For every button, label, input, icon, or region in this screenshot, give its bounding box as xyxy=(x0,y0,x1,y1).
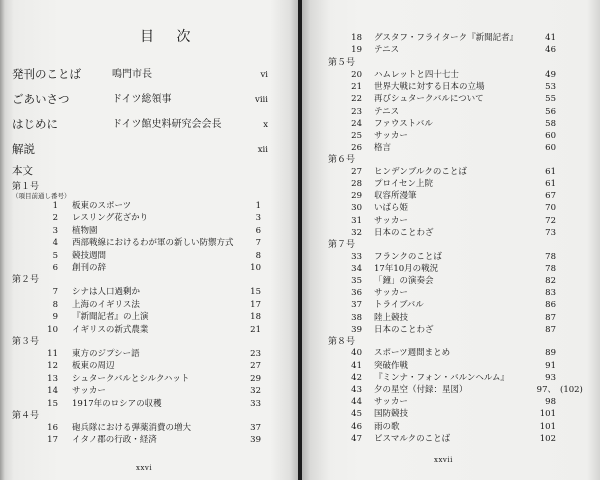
left-page xyxy=(0,0,298,480)
entry-title: 上海のイギリス法 xyxy=(72,299,140,310)
entry-number: 17 xyxy=(47,435,58,446)
entry-page: 98 xyxy=(545,397,556,408)
entry-title: テニス xyxy=(374,45,400,56)
front-matter-role: 鳴門市長 xyxy=(112,69,152,80)
entry-number: 4 xyxy=(52,238,58,249)
entry-page-extra: (102) xyxy=(560,385,583,395)
entry-number: 27 xyxy=(351,166,362,177)
entry-number: 43 xyxy=(351,385,362,395)
entry-number: 45 xyxy=(351,409,362,420)
entry-page: 21 xyxy=(250,324,261,335)
entry-page: 33 xyxy=(250,398,261,409)
entry-page: 58 xyxy=(545,118,556,129)
entry-page: 102 xyxy=(539,433,556,444)
entry-page: 8 xyxy=(255,250,261,261)
issue-heading: 第８号 xyxy=(328,336,356,347)
page-folio-left: xxvi xyxy=(136,464,153,472)
entry-page: 32 xyxy=(250,386,261,397)
entry-page: 6 xyxy=(255,225,261,236)
entry-page: 78 xyxy=(545,263,556,274)
entry-page: 29 xyxy=(250,373,261,384)
entry-title: 国防競技 xyxy=(374,409,409,420)
entry-page: 10 xyxy=(250,263,261,273)
entry-title: 『ミンナ・フォン・バルンヘルム』 xyxy=(374,372,510,383)
entry-page: 39 xyxy=(250,435,261,446)
issue-heading: 第１号 xyxy=(12,182,40,192)
entry-page: 17 xyxy=(250,299,261,310)
entry-number: 10 xyxy=(47,324,58,335)
entry-title: 格言 xyxy=(374,143,392,154)
entry-number: 8 xyxy=(52,299,58,310)
entry-page: 89 xyxy=(545,348,556,359)
entry-title: フランクのことば xyxy=(374,251,442,262)
entry-title: 夕の星空（付録：星図） xyxy=(374,385,468,395)
entry-number: 26 xyxy=(351,143,362,154)
entry-title: プロイセン上院 xyxy=(374,179,433,189)
entry-title: レスリング花ざかり xyxy=(72,213,149,224)
entry-page: 97、 xyxy=(536,385,556,395)
entry-title: イギリスの新式農業 xyxy=(72,324,149,335)
front-matter-title: ごあいさつ xyxy=(12,92,70,106)
entry-number: 31 xyxy=(351,215,362,226)
entry-title: 1917年のロシアの収穫 xyxy=(72,398,162,409)
entry-number: 12 xyxy=(47,361,58,372)
entry-page: 18 xyxy=(250,312,261,323)
entry-title: 植物園 xyxy=(72,225,98,236)
entry-title: サッカー xyxy=(72,386,106,397)
front-matter-role: ドイツ総領事 xyxy=(112,94,172,105)
entry-page: 46 xyxy=(545,45,556,56)
entry-title: 世界大戦に対する日本の立場 xyxy=(374,82,485,93)
entry-title: テニス xyxy=(374,106,400,117)
entry-number: 13 xyxy=(47,373,58,384)
entry-title: サッカー xyxy=(374,215,408,226)
entry-title: 西部戦線におけるわが軍の新しい防禦方式 xyxy=(72,238,234,249)
entry-page: 15 xyxy=(250,287,261,298)
entry-title: サッカー xyxy=(374,397,408,408)
entry-number: 23 xyxy=(351,106,362,117)
entry-number: 30 xyxy=(351,203,362,214)
entry-title: サッカー xyxy=(374,288,408,299)
entry-page: 60 xyxy=(545,130,556,141)
entry-title: スポーツ週間まとめ xyxy=(374,348,451,359)
entry-number: 34 xyxy=(351,263,362,274)
entry-number: 44 xyxy=(351,397,362,408)
entry-title: シナは人口過剰か xyxy=(72,287,141,298)
front-matter-page: xii xyxy=(257,145,268,155)
page-folio-right: xxvii xyxy=(434,456,453,464)
entry-number: 2 xyxy=(52,213,58,224)
entry-title: ヒンデンブルクのことば xyxy=(374,166,467,177)
entry-page: 23 xyxy=(250,349,261,359)
entry-number: 24 xyxy=(351,118,362,129)
issue-heading: 第７号 xyxy=(328,240,356,250)
entry-number: 11 xyxy=(47,349,58,359)
entry-page: 78 xyxy=(545,251,556,262)
entry-page: 101 xyxy=(539,421,556,432)
entry-title: いばら姫 xyxy=(374,203,409,214)
entry-page: 72 xyxy=(545,215,556,226)
entry-number: 25 xyxy=(351,130,362,141)
entry-number: 42 xyxy=(351,372,362,383)
entry-number: 36 xyxy=(351,288,362,299)
entry-number: 18 xyxy=(351,33,362,43)
issue-heading: 第２号 xyxy=(12,275,40,286)
entry-number: 37 xyxy=(351,300,362,311)
right-page xyxy=(302,0,600,480)
entry-page: 61 xyxy=(545,166,556,177)
entry-page: 67 xyxy=(545,191,556,202)
entry-title: 「鐘」の演奏会 xyxy=(374,275,434,286)
front-matter-page: x xyxy=(263,120,268,130)
entry-page: 37 xyxy=(250,423,261,433)
entry-title: ビスマルクのことば xyxy=(374,433,451,444)
entry-number: 21 xyxy=(351,82,362,93)
entry-number: 22 xyxy=(351,94,362,105)
entry-page: 1 xyxy=(255,201,261,211)
entry-number: 39 xyxy=(351,324,362,335)
entry-page: 55 xyxy=(545,94,556,105)
entry-number: 5 xyxy=(52,250,58,261)
entry-title: ファウストバル xyxy=(374,118,433,129)
entry-title: シュタークバルとシルクハット xyxy=(72,373,190,384)
entry-page: 101 xyxy=(539,409,556,420)
entry-number: 47 xyxy=(351,433,362,444)
entry-number: 20 xyxy=(351,69,362,80)
entry-number: 41 xyxy=(351,360,362,371)
entry-title: トライブバル xyxy=(374,300,424,311)
entry-page: 41 xyxy=(545,33,556,43)
entry-number: 28 xyxy=(351,179,362,189)
entry-title: 『新聞記者』の上演 xyxy=(72,312,149,323)
entry-page: 87 xyxy=(545,312,556,323)
entry-page: 93 xyxy=(545,372,556,383)
entry-number: 3 xyxy=(52,225,58,236)
issue-heading: 第４号 xyxy=(12,411,40,421)
entry-page: 86 xyxy=(545,300,556,311)
entry-number: 14 xyxy=(47,386,58,397)
entry-title: 再びシュタークバルについて xyxy=(374,94,484,105)
entry-number: 46 xyxy=(351,421,362,432)
entry-number: 6 xyxy=(52,263,58,273)
entry-number: 32 xyxy=(351,227,362,238)
entry-page: 83 xyxy=(545,288,556,299)
entry-title: 板東のスポーツ xyxy=(72,201,132,211)
entry-title: ハムレットと四十七士 xyxy=(374,69,459,80)
entry-number: 38 xyxy=(351,312,362,323)
entry-number: 9 xyxy=(52,312,58,323)
toc-title: 目 次 xyxy=(140,29,200,45)
front-matter-page: vi xyxy=(260,70,268,80)
entry-title: 砲兵隊における弾薬消費の増大 xyxy=(72,423,192,433)
entry-title: 日本のことわざ xyxy=(374,324,434,335)
entry-page: 87 xyxy=(545,324,556,335)
issue-heading: 第５号 xyxy=(328,58,356,69)
issue-note: （項目前通し番号） xyxy=(12,192,71,200)
entry-page: 53 xyxy=(545,82,556,93)
entry-number: 33 xyxy=(351,251,362,262)
entry-title: 創刊の辞 xyxy=(72,263,107,273)
front-matter-role: ドイツ館史料研究会会長 xyxy=(112,119,222,130)
entry-page: 61 xyxy=(545,179,556,189)
entry-number: 35 xyxy=(351,275,362,286)
entry-title: 陸上競技 xyxy=(374,312,409,323)
entry-page: 82 xyxy=(545,275,556,286)
entry-page: 60 xyxy=(545,143,556,154)
issue-heading: 第３号 xyxy=(12,337,40,347)
entry-page: 91 xyxy=(545,360,556,371)
entry-title: 突破作戦 xyxy=(374,360,409,371)
entry-title: 東方のジプシー語 xyxy=(72,349,140,359)
entry-title: 雨の歌 xyxy=(374,421,400,432)
entry-page: 73 xyxy=(545,227,556,238)
entry-title: 収容所漫筆 xyxy=(374,191,417,202)
entry-page: 49 xyxy=(545,69,556,80)
entry-title: 日本のことわざ xyxy=(374,227,434,238)
entry-number: 16 xyxy=(47,423,58,433)
entry-page: 3 xyxy=(255,213,261,224)
entry-number: 40 xyxy=(351,348,362,359)
entry-title: サッカー xyxy=(374,130,408,141)
entry-page: 7 xyxy=(255,238,261,249)
front-matter-page: viii xyxy=(255,95,268,105)
entry-number: 19 xyxy=(351,45,362,56)
entry-title: 17年10月の戦況 xyxy=(374,263,439,274)
entry-page: 70 xyxy=(545,203,556,214)
entry-number: 7 xyxy=(52,287,58,298)
entry-title: グスタフ・フライターク『新聞記者』 xyxy=(374,33,519,43)
entry-page: 56 xyxy=(545,106,556,117)
entry-title: 競技週間 xyxy=(72,250,107,261)
front-matter-title: はじめに xyxy=(12,117,58,131)
entry-number: 1 xyxy=(52,201,58,211)
front-matter-title: 発刊のことば xyxy=(12,67,81,81)
entry-title: イタノ郡の行政・経済 xyxy=(72,435,157,446)
entry-number: 15 xyxy=(47,398,58,409)
front-matter-title: 解説 xyxy=(12,142,35,156)
entry-number: 29 xyxy=(351,191,362,202)
issue-heading: 第６号 xyxy=(328,155,356,166)
honbun-heading: 本文 xyxy=(12,165,33,177)
entry-title: 板東の周辺 xyxy=(72,361,115,372)
entry-page: 27 xyxy=(250,361,261,372)
